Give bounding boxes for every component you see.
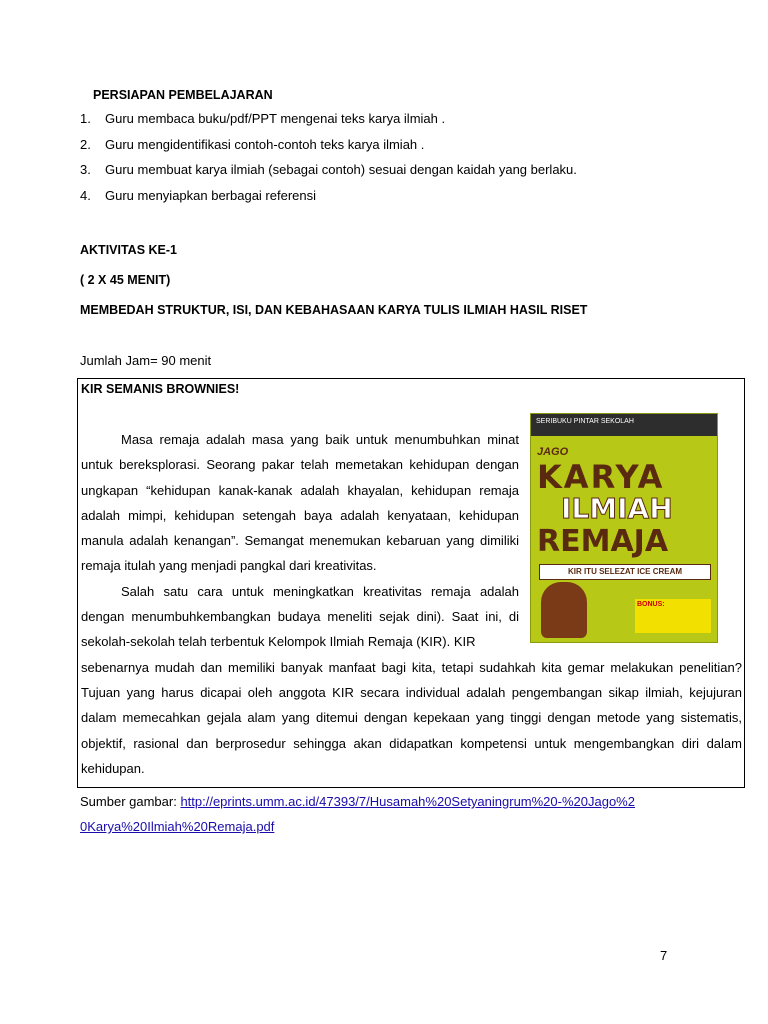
activity-title: AKTIVITAS KE-1	[80, 243, 177, 257]
kir-title: KIR SEMANIS BROWNIES!	[81, 382, 240, 396]
book-cover-image: SERIBUKU PINTAR SEKOLAH JAGO KARYA ILMIAH REMAJA KIR ITU SELEZAT ICE CREAM BONUS:	[530, 413, 718, 643]
kir-reading-box	[77, 378, 745, 788]
kir-paragraph-2a: Salah satu cara untuk meningkatkan kreativitas remaja adalah dengan menumbuhkembangkan budaya meneliti sejak dini). Saat ini, di sekolah-sekolah telah terbentuk Kelompok Ilmiah Remaja (KIR). KIR	[81, 583, 519, 650]
image-source: Sumber gambar: http://eprints.umm.ac.id/47393/7/Husamah%20Setyaningrum%20-%20Jago%20Karya%20Ilmiah%20Remaja.pdf	[80, 794, 635, 834]
list-item: 1. Guru membaca buku/pdf/PPT mengenai teks karya ilmiah .	[80, 111, 446, 126]
preparation-title: PERSIAPAN PEMBELAJARAN	[93, 88, 273, 102]
page-number: 7	[660, 948, 668, 963]
list-item: 4. Guru menyiapkan berbagai referensi	[80, 187, 317, 203]
kir-paragraph-2b: sebenarnya mudah dan memiliki banyak manfaat bagi kita, tetapi sudahkah kita gemar melakukan penelitian? Tujuan yang harus dicapai oleh anggota KIR secara individual adalah pengembangan sikap ilmiah, kejujuran dalam memecahkan gejala alam yang ditemui dengan kepekaan yang tinggi dengan metode yang sistematis, objektif, rasional dan berprosedur sehingga akan didapatkan kompetensi untuk mengembangkan diri dalam kehidupan.	[81, 659, 742, 776]
activity-subtitle: MEMBEDAH STRUKTUR, ISI, DAN KEBAHASAAN KARYA TULIS ILMIAH HASIL RISET	[80, 303, 588, 317]
list-item: 2. Guru mengidentifikasi contoh-contoh teks karya ilmiah .	[80, 136, 425, 152]
kir-body	[81, 427, 742, 781]
book-series-label: SERIBUKU PINTAR SEKOLAH	[531, 414, 717, 436]
source-link[interactable]: http://eprints.umm.ac.id/47393/7/Husamah%20Setyaningrum%20-%20Jago%20Karya%20Ilmiah%20Remaja.pdf	[80, 794, 635, 834]
kir-paragraph-1: Masa remaja adalah masa yang baik untuk menumbuhkan minat untuk bereksplorasi. Seorang pakar telah memetakan kehidupan dengan ungkapan “kehidupan kanak-kanak adalah khayalan, kehidupan remaja adalah mimpi, kehidupan setengah baya adalah kenyataan, kehidupan manula adalah kenangan”. Semangat menemukan kebaruan yang dimiliki remaja itulah yang menjadi pangkal dari kreativitas.	[81, 432, 519, 574]
list-item: 3. Guru membuat karya ilmiah (sebagai contoh) sesuai dengan kaidah yang berlaku.	[80, 162, 577, 177]
activity-duration: ( 2 X 45 MENIT)	[80, 273, 171, 287]
preparation-list	[80, 110, 720, 212]
hours-text: Jumlah Jam= 90 menit	[80, 353, 212, 368]
